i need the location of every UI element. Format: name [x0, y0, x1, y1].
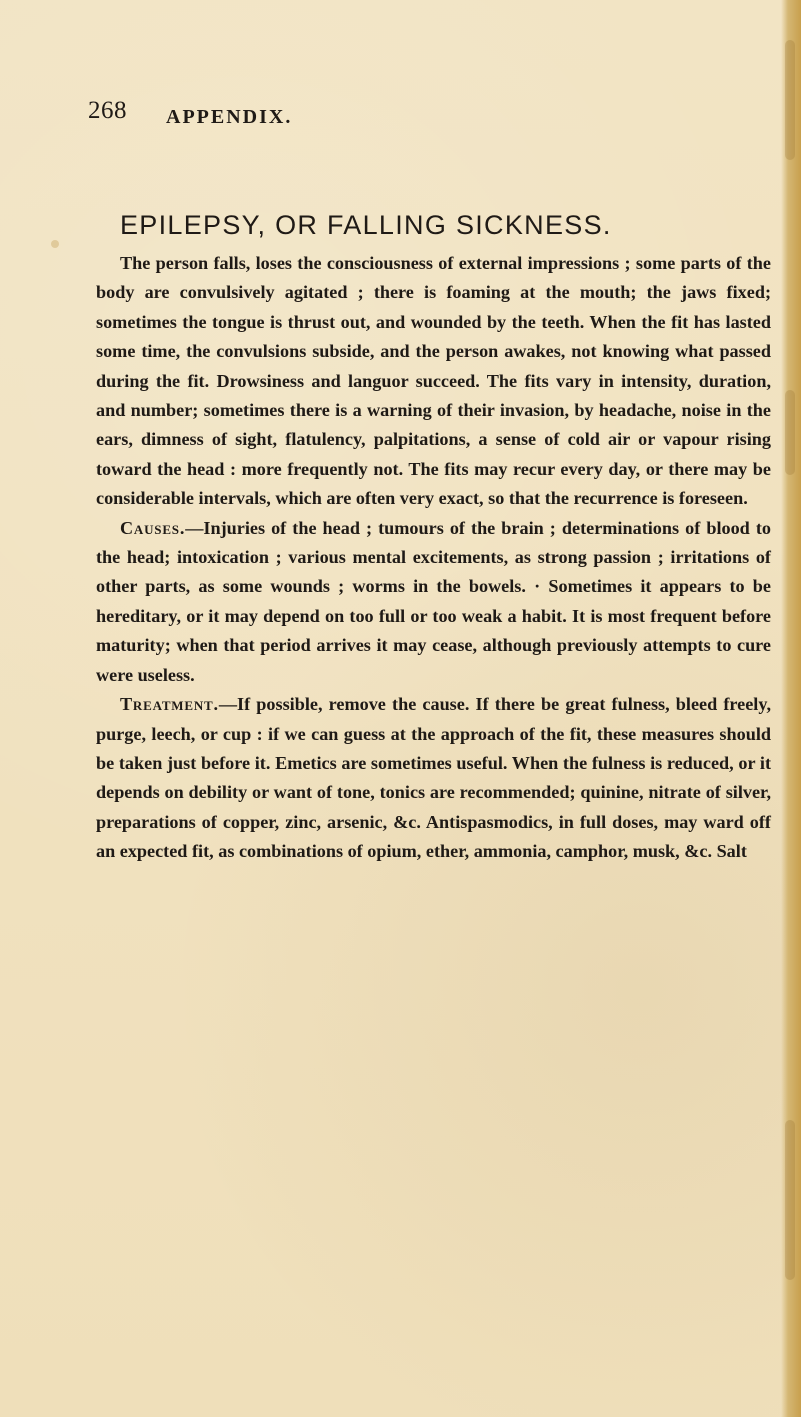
running-head: APPENDIX. — [166, 106, 293, 128]
treatment-label: Treatment. — [120, 694, 219, 715]
paper-spot — [51, 240, 59, 248]
article-body — [96, 249, 771, 867]
page-number: 268 — [88, 97, 127, 124]
treatment-paragraph — [96, 690, 771, 866]
section-title: EPILEPSY, OR FALLING SICKNESS. — [120, 210, 612, 240]
edge-stain — [785, 40, 795, 160]
causes-paragraph — [96, 514, 771, 690]
causes-label: Causes. — [120, 517, 186, 538]
page-edge — [781, 0, 801, 1417]
causes-text: —Injuries of the head ; tumours of the brain ; determinations of blood to the head; intoxication ; various mental excitements, as strong passion ; irritations of other parts, as some wounds ; worms in the bowels. · Sometimes it appears to be hereditary, or it may depend on too full or too weak a habit. It is most frequent before maturity; when that period arrives it may cease, although previously attempts to cure were useless. — [96, 517, 771, 685]
edge-stain — [785, 1120, 795, 1280]
page-header — [88, 97, 488, 137]
treatment-text: —If possible, remove the cause. If there be great fulness, bleed freely, purge, leech, or cup : if we can guess at the approach of the fit, these measures should be taken just before it. Emetics are sometimes useful. When the fulness is reduced, or it depends on debility or want of tone, tonics are recommended; quinine, nitrate of silver, preparations of copper, zinc, arsenic, &c. Antispasmodics, in full doses, may ward off an expected fit, as combinations of opium, ether, ammonia, camphor, musk, &c. Salt — [96, 694, 771, 862]
symptoms-text: The person falls, loses the consciousness of external impressions ; some parts of the body are convulsively agitated ; there is foaming at the mouth; the jaws fixed; sometimes the tongue is thrust out, and wounded by the teeth. When the fit has lasted some time, the convulsions subside, and the person awakes, not knowing what passed during the fit. Drowsiness and languor succeed. The fits vary in intensity, duration, and number; sometimes there is a warning of their invasion, by headache, noise in the ears, dimness of sight, flatulency, palpitations, a sense of cold air or vapour rising toward the head : more frequently not. The fits may recur every day, or there may be considerable intervals, which are often very exact, so that the recurrence is foreseen. — [96, 253, 771, 509]
symptoms-paragraph — [96, 249, 771, 514]
edge-stain — [785, 390, 795, 475]
